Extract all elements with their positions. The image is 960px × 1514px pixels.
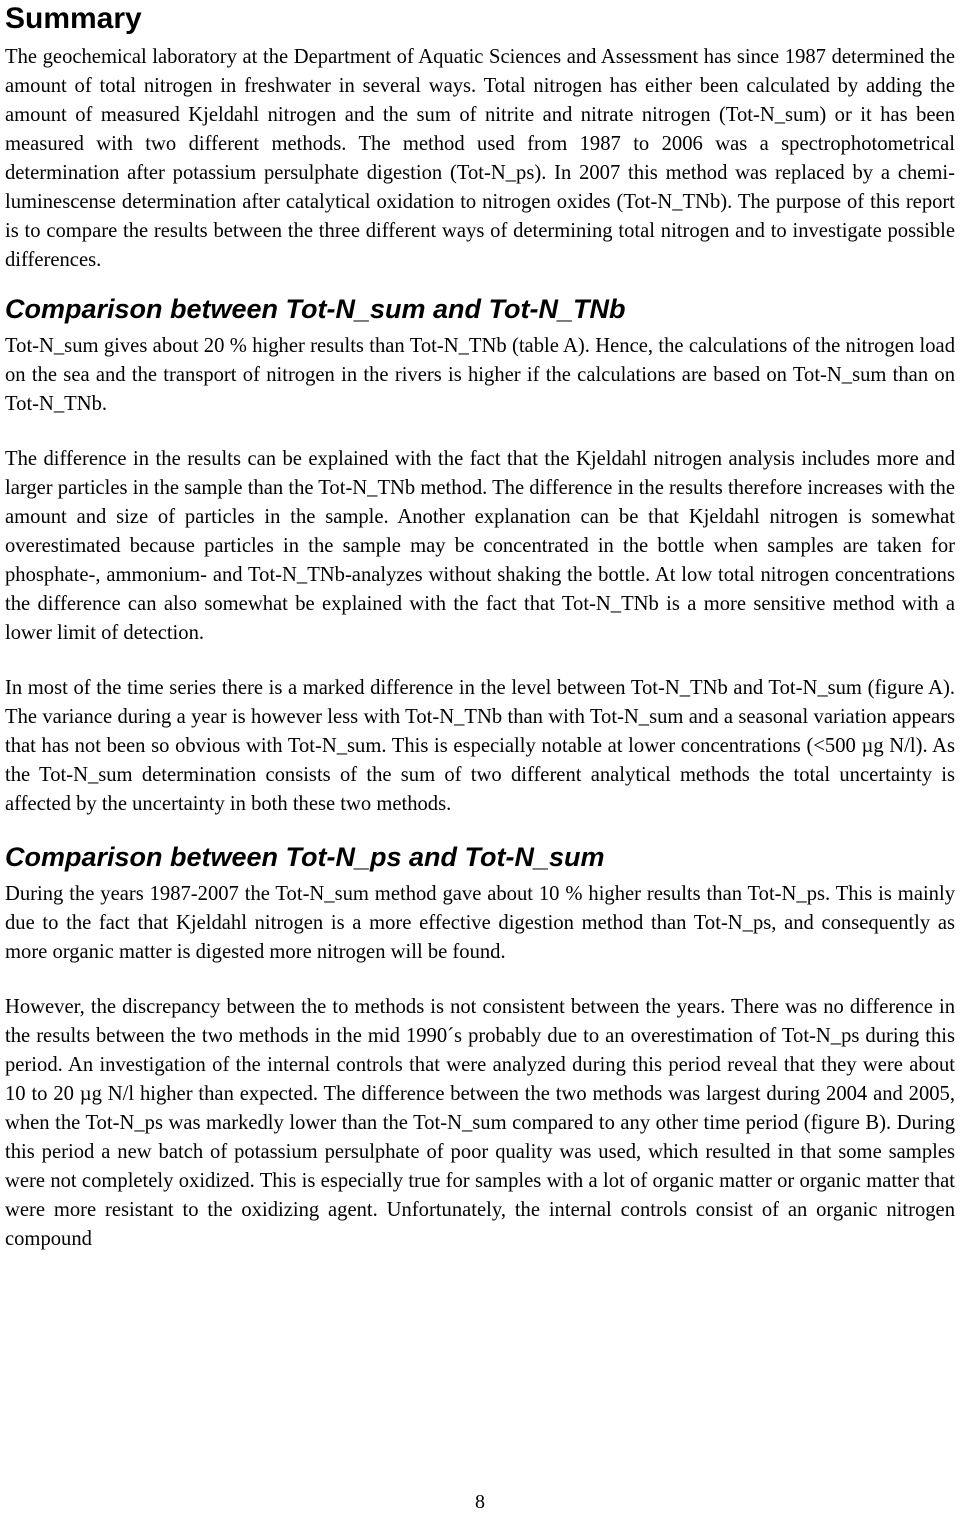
ps-sum-paragraph-1: During the years 1987-2007 the Tot-N_sum method gave about 10 % higher results than Tot-N_ps. This is mainly due to the fact that Kjeldahl nitrogen is a more effective digestion method than Tot-N_ps, and consequently as more organic matter is digested more nitrogen will be found. [5, 883, 955, 963]
summary-heading: Summary [5, 2, 142, 35]
page-number: 8 [475, 1491, 485, 1513]
document-page [5, 0, 955, 1254]
sum-tnb-paragraph-1: Tot-N_sum gives about 20 % higher results than Tot-N_TNb (table A). Hence, the calculations of the nitrogen load on the sea and the transport of nitrogen in the rivers is higher if the calculations are based on Tot-N_sum than on Tot-N_TNb. [5, 335, 955, 415]
summary-paragraph: The geochemical laboratory at the Department of Aquatic Sciences and Assessment has since 1987 determined the amount of total nitrogen in freshwater in several ways. Total nitrogen has either been calculated by adding the amount of measured Kjeldahl nitrogen and the sum of nitrite and nitrate nitrogen (Tot-N_sum) or it has been measured with two different methods. The method used from 1987 to 2006 was a spectrophotometrical determination after potassium persulphate digestion (Tot-N_ps). In 2007 this method was replaced by a chemi-luminescense determination after catalytical oxidation to nitrogen oxides (Tot-N_TNb). The purpose of this report is to compare the results between the three different ways of determining total nitrogen and to investigate possible differences. [5, 46, 955, 271]
sum-tnb-paragraph-2: The difference in the results can be explained with the fact that the Kjeldahl nitrogen analysis includes more and larger particles in the sample than the Tot-N_TNb method. The difference in the results therefore increases with the amount and size of particles in the sample. Another explanation can be that Kjeldahl nitrogen is somewhat overestimated because particles in the sample may be concentrated in the bottle when samples are taken for phosphate-, ammonium- and Tot-N_TNb-analyzes without shaking the bottle. At low total nitrogen concentrations the difference can also somewhat be explained with the fact that Tot-N_TNb is a more sensitive method with a lower limit of detection. [5, 448, 955, 644]
section-heading-ps-sum: Comparison between Tot-N_ps and Tot-N_sum [5, 842, 605, 872]
section-heading-sum-tnb: Comparison between Tot-N_sum and Tot-N_TNb [5, 294, 626, 324]
sum-tnb-paragraph-3: In most of the time series there is a marked difference in the level between Tot-N_TNb and Tot-N_sum (figure A). The variance during a year is however less with Tot-N_TNb than with Tot-N_sum and a seasonal variation appears that has not been so obvious with Tot-N_sum. This is especially notable at lower concentrations (<500 µg N/l). As the Tot-N_sum determination consists of the sum of two different analytical methods the total uncertainty is affected by the uncertainty in both these two methods. [5, 677, 955, 815]
ps-sum-paragraph-2: However, the discrepancy between the to methods is not consistent between the years. There was no difference in the results between the two methods in the mid 1990´s probably due to an overestimation of Tot-N_ps during this period. An investigation of the internal controls that were analyzed during this period reveal that they were about 10 to 20 µg N/l higher than expected. The difference between the two methods was largest during 2004 and 2005, when the Tot-N_ps was markedly lower than the Tot-N_sum compared to any other time period (figure B). During this period a new batch of potassium persulphate of poor quality was used, which resulted in that some samples were not completely oxidized. This is especially true for samples with a lot of organic matter or organic matter that were more resistant to the oxidizing agent. Unfortunately, the internal controls consist of an organic nitrogen compound [5, 996, 955, 1250]
